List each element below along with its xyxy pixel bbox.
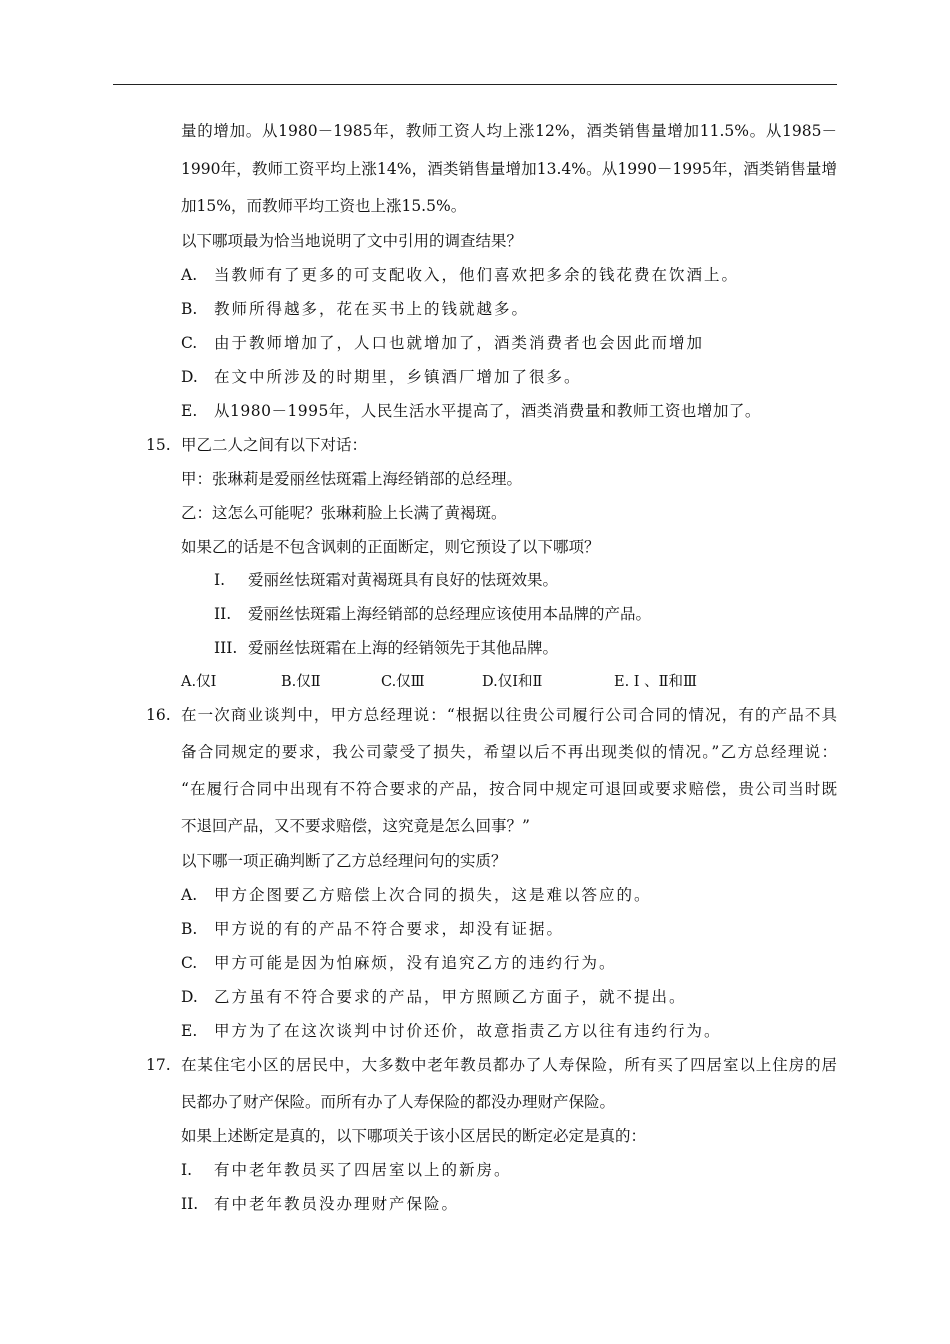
q16-line-4: 不退回产品，又不要求赔偿，这究竟是怎么回事？” [181,817,530,835]
q16-option-text-d: 乙方虽有不符合要求的产品，甲方照顾乙方面子，就不提出。 [214,988,687,1006]
q16-line-2: 备合同规定的要求，我公司蒙受了损失，希望以后不再出现类似的情况。”乙方总经理说： [181,743,837,761]
option-label-d: D. [181,368,198,386]
q17-line-2: 民都办了财产保险。而所有办了人寿保险的都没办理财产保险。 [181,1093,616,1111]
q15-dialogue-b: 乙：这怎么可能呢？张琳莉脸上长满了黄褐斑。 [181,504,507,522]
q16-line-1: 在一次商业谈判中，甲方总经理说：“根据以往贵公司履行公司合同的情况，有的产品不具 [181,706,837,724]
q17-item-text-2: 有中老年教员没办理财产保险。 [214,1195,460,1213]
intro-question: 以下哪项最为恰当地说明了文中引用的调查结果？ [181,232,523,250]
q15-item-text-3: 爱丽丝怯斑霜在上海的经销领先于其他品牌。 [248,639,559,657]
q16-question: 以下哪一项正确判断了乙方总经理问句的实质？ [181,852,507,870]
q15-item-label-2: II. [214,605,232,623]
q16-option-label-e: E. [181,1022,198,1040]
q15-item-label-1: I. [214,571,226,589]
q16-option-label-a: A. [181,886,198,904]
option-text-c: 由于教师增加了，人口也就增加了，酒类消费者也会因此而增加 [214,334,705,352]
option-text-b: 教师所得越多，花在买书上的钱就越多。 [214,300,530,318]
q17-item-label-2: II. [181,1195,199,1213]
q15-choice-e: E. Ⅰ 、Ⅱ和Ⅲ [614,674,697,690]
q17-line-1: 在某住宅小区的居民中，大多数中老年教员都办了人寿保险，所有买了四居室以上住房的居 [181,1056,837,1074]
q16-option-text-c: 甲方可能是因为怕麻烦，没有追究乙方的违约行为。 [214,954,617,972]
q17-item-text-1: 有中老年教员买了四居室以上的新房。 [214,1161,512,1179]
q16-option-label-d: D. [181,988,198,1006]
q16-line-3: “在履行合同中出现有不符合要求的产品，按合同中规定可退回或要求赔偿，贵公司当时既 [181,780,837,798]
q17-item-label-1: I. [181,1161,193,1179]
intro-line-1: 量的增加。从1980－1985年，教师工资人均上涨12%，酒类销售量增加11.5%。从1985－ [181,122,837,140]
q16-option-label-c: C. [181,954,198,972]
q16-option-text-b: 甲方说的有的产品不符合要求，却没有证据。 [214,920,565,938]
q15-stem: 甲乙二人之间有以下对话： [181,436,368,454]
q15-dialogue-a: 甲：张琳莉是爱丽丝怯斑霜上海经销部的总经理。 [181,470,523,488]
q15-item-label-3: III. [214,639,238,657]
intro-line-2: 1990年，教师工资平均上涨14%，酒类销售量增加13.4%。从1990－1995年，酒类销售量增 [181,160,837,178]
q15-item-text-1: 爱丽丝怯斑霜对黄褐斑具有良好的怯斑效果。 [248,571,559,589]
q15-item-text-2: 爱丽丝怯斑霜上海经销部的总经理应该使用本品牌的产品。 [248,605,652,623]
intro-line-3: 加15%，而教师平均工资也上涨15.5%。 [181,197,467,215]
question-number-16: 16. [146,706,171,724]
option-label-b: B. [181,300,198,318]
q16-option-text-e: 甲方为了在这次谈判中讨价还价，故意指责乙方以往有违约行为。 [214,1022,722,1040]
q15-choice-b: B.仅Ⅱ [281,674,321,690]
option-text-e: 从1980－1995年，人民生活水平提高了，酒类消费量和教师工资也增加了。 [214,402,761,420]
q16-option-text-a: 甲方企图要乙方赔偿上次合同的损失，这是难以答应的。 [214,886,652,904]
question-number-15: 15. [146,436,171,454]
header-rule [113,84,837,85]
option-text-d: 在文中所涉及的时期里，乡镇酒厂增加了很多。 [214,368,582,386]
q15-choice-d: D.仅Ⅰ和Ⅱ [482,674,543,690]
option-text-a: 当教师有了更多的可支配收入，他们喜欢把多余的钱花费在饮酒上。 [214,266,740,284]
question-number-17: 17. [146,1056,171,1074]
q16-option-label-b: B. [181,920,198,938]
q15-question: 如果乙的话是不包含讽刺的正面断定，则它预设了以下哪项？ [181,538,600,556]
option-label-e: E. [181,402,198,420]
q15-choice-a: A.仅Ⅰ [181,674,217,690]
q15-choice-c: C.仅Ⅲ [381,674,425,690]
option-label-a: A. [181,266,198,284]
q17-question: 如果上述断定是真的，以下哪项关于该小区居民的断定必定是真的： [181,1127,647,1145]
option-label-c: C. [181,334,198,352]
